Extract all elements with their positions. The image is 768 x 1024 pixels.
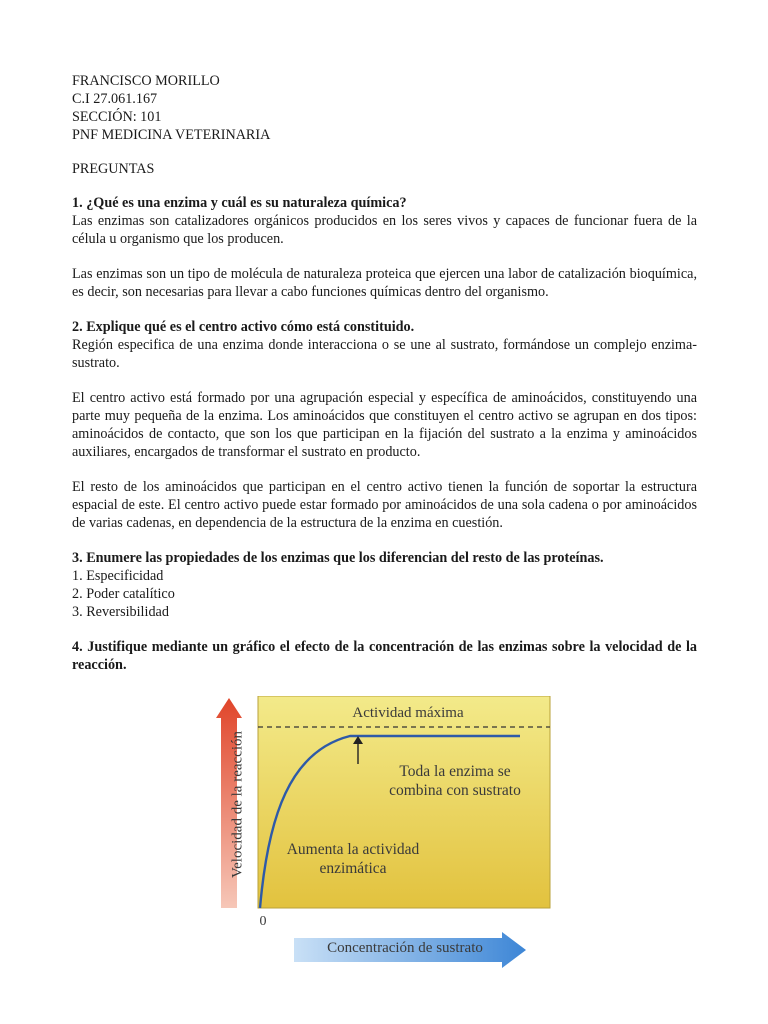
section-number: SECCIÓN: 101 <box>72 109 162 125</box>
questions-heading: PREGUNTAS <box>72 161 155 177</box>
saturation-label <box>360 762 550 800</box>
question-2: 2. Explique qué es el centro activo cómo está constituido. <box>72 319 415 335</box>
enzyme-activity-figure <box>210 696 555 971</box>
increase-label-line-1: Aumenta la actividad <box>286 841 420 858</box>
increase-activity-label <box>268 840 438 878</box>
x-axis-label: Concentración de sustrato <box>327 940 483 956</box>
answer-2-paragraph-2: El centro activo está formado por una agrupación especial y específica de aminoácidos, constituyendo una parte muy pequeña de la enzima. Los aminoácidos que constituyen el centro activo se agrupan en dos tipos: aminoácidos de contacto, que son los que participan en la fijación del sustrato a la enzima y aminoácidos auxiliares, encargados de transformar el sustrato en producto. <box>72 390 697 460</box>
question-3: 3. Enumere las propiedades de los enzimas que los diferencian del resto de las proteínas. <box>72 550 604 566</box>
answer-1-paragraph-2: Las enzimas son un tipo de molécula de naturaleza proteica que ejercen una labor de catalización bioquímica, es decir, son necesarias para llevar a cabo funciones químicas dentro del organismo. <box>72 266 697 300</box>
property-item-3: 3. Reversibilidad <box>72 604 169 620</box>
saturation-label-line-1: Toda la enzima se <box>399 763 511 780</box>
origin-label: 0 <box>259 914 267 929</box>
increase-label-line-2: enzimática <box>319 860 387 877</box>
saturation-label-line-2: combina con sustrato <box>389 782 521 799</box>
answer-1-paragraph-1: Las enzimas son catalizadores orgánicos producidos en los seres vivos y capaces de funcionar fuera de la célula u organismo que los producen. <box>72 213 697 247</box>
question-1: 1. ¿Qué es una enzima y cuál es su naturaleza química? <box>72 195 407 211</box>
max-activity-label: Actividad máxima <box>352 705 464 721</box>
document-page <box>72 72 697 674</box>
answer-2-paragraph-1: Región especifica de una enzima donde interacciona o se une al sustrato, formándose un complejo enzima-sustrato. <box>72 337 697 371</box>
question-4: 4. Justifique mediante un gráfico el efecto de la concentración de las enzimas sobre la velocidad de la reacción. <box>72 639 697 673</box>
program-name: PNF MEDICINA VETERINARIA <box>72 127 271 143</box>
property-item-1: 1. Especificidad <box>72 568 164 584</box>
author-name: FRANCISCO MORILLO <box>72 73 220 89</box>
id-number: C.I 27.061.167 <box>72 91 158 107</box>
y-axis-label: Velocidad de la reacción <box>229 731 246 879</box>
answer-2-paragraph-3: El resto de los aminoácidos que participan en el centro activo tienen la función de soportar la estructura espacial de este. El centro activo puede estar formado por aminoácidos de una sola cadena o por aminoácidos de varias cadenas, en dependencia de la estructura de la enzima en cuestión. <box>72 479 697 531</box>
property-item-2: 2. Poder catalítico <box>72 586 175 602</box>
